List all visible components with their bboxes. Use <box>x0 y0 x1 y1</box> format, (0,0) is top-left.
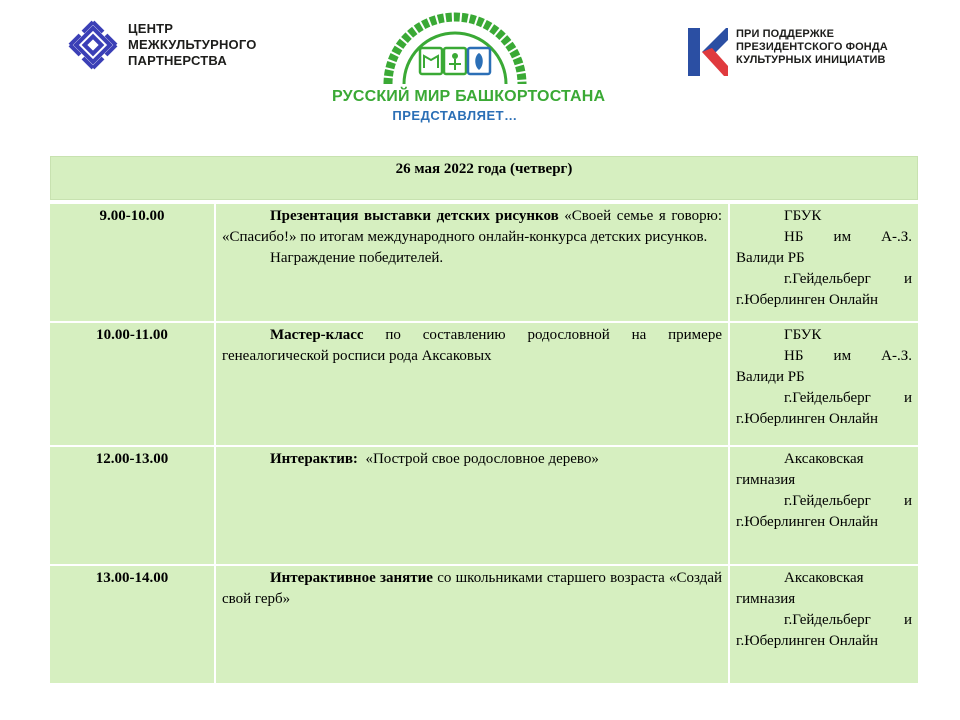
event-title: Интерактивное занятие <box>270 570 433 586</box>
ornament-knot-icon <box>66 18 120 72</box>
place-line: г.Юберлинген Онлайн <box>736 292 879 308</box>
arch-emblem-icon <box>382 4 528 86</box>
event-description: «Своей семье я говорю: «Спасибо!» по итогам международного онлайн-конкурса детских рисунков. <box>222 208 722 245</box>
center-logo-text <box>128 21 257 69</box>
presidential-fund-icon <box>686 26 730 78</box>
time-cell: 13.00-14.00 <box>50 566 214 683</box>
schedule-row <box>50 323 918 445</box>
place-line: г.Гейдельберг и <box>784 612 912 628</box>
place-line: г.Юберлинген Онлайн <box>736 633 879 649</box>
time-cell: 10.00-11.00 <box>50 323 214 445</box>
place-line: г.Юберлинген Онлайн <box>736 411 879 427</box>
place-line: ГБУК <box>784 208 822 224</box>
presidential-fund-logo <box>686 26 926 80</box>
time-cell: 12.00-13.00 <box>50 447 214 564</box>
event-description: по составлению родословной на примере генеалогической росписи рода Аксаковых <box>222 327 722 364</box>
place-cell <box>730 204 918 321</box>
center-logo-title: РУССКИЙ МИР БАШКОРТОСТАНА <box>332 88 606 105</box>
place-line: Валиди РБ <box>736 369 805 385</box>
time-cell: 9.00-10.00 <box>50 204 214 321</box>
place-line: гимназия <box>736 472 796 488</box>
event-cell <box>216 447 728 564</box>
right-logo-line: ПРИ ПОДДЕРЖКЕ <box>736 28 835 40</box>
left-logo-line: МЕЖКУЛЬТУРНОГО <box>128 37 257 52</box>
left-logo-line: ПАРТНЕРСТВА <box>128 53 227 68</box>
left-logo-line: ЦЕНТР <box>128 21 174 36</box>
schedule-row <box>50 566 918 683</box>
schedule-date-header: 26 мая 2022 года (четверг) <box>50 156 918 200</box>
event-title: Презентация выставки детских рисунков <box>270 208 559 224</box>
fund-logo-text <box>736 28 888 67</box>
event-title: Мастер-класс <box>270 327 364 343</box>
center-logo-subtitle: ПРЕДСТАВЛЯЕТ… <box>392 108 518 123</box>
event-extra: Награждение победителей. <box>270 250 444 266</box>
place-line: Валиди РБ <box>736 250 805 266</box>
place-cell <box>730 447 918 564</box>
place-line: г.Гейдельберг и <box>784 390 912 406</box>
place-line: Аксаковская <box>784 451 864 467</box>
place-line: НБ им А-.З. <box>784 229 912 245</box>
event-cell <box>216 566 728 683</box>
event-cell <box>216 323 728 445</box>
place-line: г.Юберлинген Онлайн <box>736 514 879 530</box>
place-cell <box>730 323 918 445</box>
right-logo-line: ПРЕЗИДЕНТСКОГО ФОНДА <box>736 41 888 53</box>
event-cell <box>216 204 728 321</box>
place-cell <box>730 566 918 683</box>
place-line: Аксаковская <box>784 570 864 586</box>
place-line: ГБУК <box>784 327 822 343</box>
place-line: г.Гейдельберг и <box>784 493 912 509</box>
russian-world-bashkortostan-logo <box>332 4 606 124</box>
place-line: НБ им А-.З. <box>784 348 912 364</box>
event-description: со школьниками старшего возраста «Создай свой герб» <box>222 570 723 607</box>
schedule-row <box>50 204 918 321</box>
place-line: г.Гейдельберг и <box>784 271 912 287</box>
schedule-row <box>50 447 918 564</box>
event-title: Интерактив: <box>270 451 358 467</box>
right-logo-line: КУЛЬТУРНЫХ ИНИЦИАТИВ <box>736 54 886 66</box>
event-description: «Построй свое родословное дерево» <box>357 451 599 467</box>
place-line: гимназия <box>736 591 796 607</box>
center-intercultural-partnership-logo <box>66 18 276 74</box>
